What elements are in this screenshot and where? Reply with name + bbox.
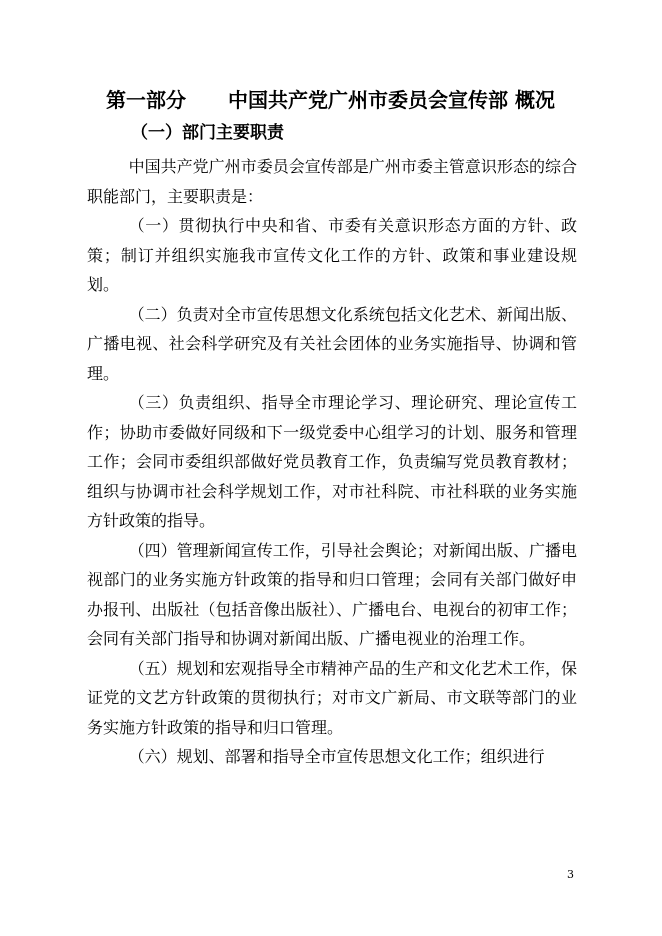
part-label: 第一部分	[106, 88, 186, 112]
page-title	[106, 86, 576, 114]
paragraph-intro: 中国共产党广州市委员会宣传部是广州市委主管意识形态的综合职能部门，主要职责是：	[87, 157, 577, 206]
page-number: 3	[567, 868, 574, 881]
paragraph-duty-1: （一）贯彻执行中央和省、市委有关意识形态方面的方针、政策；制订并组织实施我市宣传文化工作的方针、政策和事业建设规划。	[87, 216, 577, 294]
paragraph-duty-6: （六）规划、部署和指导全市宣传思想文化工作；组织进行	[128, 747, 545, 766]
paragraph-duty-5: （五）规划和宏观指导全市精神产品的生产和文化艺术工作，保证党的文艺方针政策的贯彻执行；对市文广新局、市文联等部门的业务实施方针政策的指导和归口管理。	[87, 658, 577, 737]
paragraph-duty-2: （二）负责对全市宣传思想文化系统包括文化艺术、新闻出版、广播电视、社会科学研究及有关社会团体的业务实施指导、协调和管理。	[87, 304, 577, 383]
section-heading: （一）部门主要职责	[131, 123, 284, 143]
paragraph-duty-3: （三）负责组织、指导全市理论学习、理论研究、理论宣传工作；协助市委做好同级和下一级党委中心组学习的计划、服务和管理工作；会同市委组织部做好党员教育工作，负责编写党员教育教材；组织与协调市社会科学规划工作，对市社科院、市社科联的业务实施方针政策的指导。	[87, 393, 577, 530]
paragraph-duty-4: （四）管理新闻宣传工作，引导社会舆论；对新闻出版、广播电视部门的业务实施方针政策的指导和归口管理；会同有关部门做好申办报刊、出版社（包括音像出版社）、广播电台、电视台的初审工作；会同有关部门指导和协调对新闻出版、广播电视业的治理工作。	[87, 540, 577, 648]
body-text	[87, 152, 577, 772]
title-text: 中国共产党广州市委员会宣传部 概况	[228, 88, 555, 112]
